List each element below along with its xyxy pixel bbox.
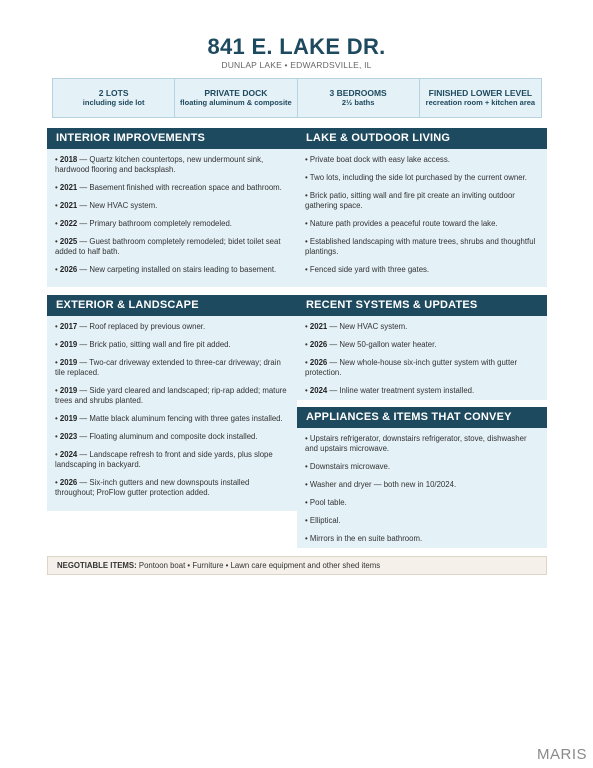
section-exterior [47, 295, 297, 511]
page-subtitle: DUNLAP LAKE • EDWARDSVILLE, IL [221, 60, 372, 70]
item-year: 2025 [59, 237, 78, 246]
list-item: • Two lots, including the side lot purchased by the current owner. [305, 173, 527, 182]
item-text: — Landscape refresh to front and side yards, plus slope landscaping in backyard. [55, 450, 273, 469]
item-text: — Guest bathroom completely remodeled; bidet toilet seat added to half bath. [55, 237, 281, 256]
section-systems [297, 295, 547, 400]
list-item: • 2019 — Brick patio, sitting wall and fire pit added. [55, 340, 231, 349]
list-item: • Pool table. [305, 498, 347, 507]
watermark: MARIS [537, 746, 588, 763]
list-item: • Private boat dock with easy lake access. [305, 155, 450, 164]
item-year: 2021 [309, 322, 328, 331]
stat-sub: floating aluminum & composite [180, 98, 292, 108]
section-heading: APPLIANCES & ITEMS THAT CONVEY [297, 407, 547, 428]
section-heading: INTERIOR IMPROVEMENTS [47, 128, 297, 149]
list-item: • 2017 — Roof replaced by previous owner. [55, 322, 206, 331]
stat-sub: including side lot [82, 98, 145, 108]
section-appliances [297, 407, 547, 548]
stat-main: PRIVATE DOCK [204, 87, 268, 98]
section-heading: RECENT SYSTEMS & UPDATES [297, 295, 547, 316]
list-item: • 2019 — Two-car driveway extended to three-car driveway; drain tile replaced. [55, 358, 281, 377]
item-text: Established landscaping with mature trees, shrubs and thoughtful plantings. [305, 237, 536, 256]
item-year: 2021 [59, 201, 78, 210]
list-item: • 2018 — Quartz kitchen countertops, new undermount sink, hardwood flooring and backsplash. [55, 155, 264, 174]
item-year: 2026 [59, 265, 78, 274]
item-year: 2022 [59, 219, 78, 228]
list-item: • Downstairs microwave. [305, 462, 391, 471]
item-text: — Brick patio, sitting wall and fire pit added. [77, 340, 231, 349]
item-year: 2023 [59, 432, 78, 441]
list-item: • 2024 — Landscape refresh to front and side yards, plus slope landscaping in backyard. [55, 450, 273, 469]
section-heading: EXTERIOR & LANDSCAPE [47, 295, 297, 316]
list-item: • 2021 — New HVAC system. [55, 201, 158, 210]
item-text: Elliptical. [309, 516, 341, 525]
item-text: Two lots, including the side lot purchased by the current owner. [309, 173, 527, 182]
item-text: — Inline water treatment system installed. [327, 386, 475, 395]
item-year: 2024 [309, 386, 328, 395]
list-item: • Upstairs refrigerator, downstairs refrigerator, stove, dishwasher and upstairs microwave. [305, 434, 527, 453]
list-item: • Brick patio, sitting wall and fire pit create an inviting outdoor gathering space. [305, 191, 515, 210]
section-lake-outdoor [297, 128, 547, 287]
negotiable-text: Pontoon boat • Furniture • Lawn care equipment and other shed items [136, 561, 381, 570]
item-text: Upstairs refrigerator, downstairs refrigerator, stove, dishwasher and upstairs microwave. [305, 434, 527, 453]
list-item: • 2026 — New carpeting installed on stairs leading to basement. [55, 265, 277, 274]
item-year: 2026 [309, 340, 328, 349]
highlights-bar [52, 78, 542, 118]
item-year: 2019 [59, 358, 78, 367]
stat-lower-level [420, 79, 541, 117]
item-text: Mirrors in the en suite bathroom. [309, 534, 423, 543]
list-item: • Nature path provides a peaceful route toward the lake. [305, 219, 498, 228]
list-item: • 2023 — Floating aluminum and composite dock installed. [55, 432, 258, 441]
item-text: — Matte black aluminum fencing with three gates installed. [77, 414, 283, 423]
item-text: Pool table. [309, 498, 347, 507]
stat-main: 2 LOTS [98, 87, 129, 98]
item-year: 2019 [59, 414, 78, 423]
section-heading: LAKE & OUTDOOR LIVING [297, 128, 547, 149]
item-text: Nature path provides a peaceful route toward the lake. [309, 219, 498, 228]
list-item: • 2021 — Basement finished with recreation space and bathroom. [55, 183, 282, 192]
list-item: • 2019 — Side yard cleared and landscaped; rip-rap added; mature trees and shrubs planted. [55, 386, 287, 405]
item-year: 2019 [59, 386, 78, 395]
item-text: — Basement finished with recreation space and bathroom. [77, 183, 282, 192]
list-item: • Washer and dryer — both new in 10/2024. [305, 480, 457, 489]
stat-bedrooms [298, 79, 420, 117]
item-text: — Side yard cleared and landscaped; rip-rap added; mature trees and shrubs planted. [55, 386, 287, 405]
item-text: — Primary bathroom completely remodeled. [77, 219, 232, 228]
list-item: • 2024 — Inline water treatment system installed. [305, 386, 475, 395]
stat-sub: 2½ baths [341, 98, 375, 108]
list-item: • 2019 — Matte black aluminum fencing with three gates installed. [55, 414, 283, 423]
item-text: — Roof replaced by previous owner. [77, 322, 206, 331]
item-year: 2021 [59, 183, 78, 192]
negotiable-label: NEGOTIABLE ITEMS: [57, 561, 137, 570]
item-year: 2026 [59, 478, 78, 487]
list-item: • 2026 — New 50-gallon water heater. [305, 340, 437, 349]
item-text: — New HVAC system. [77, 201, 158, 210]
item-year: 2026 [309, 358, 328, 367]
stat-sub: recreation room + kitchen area [425, 98, 536, 108]
item-text: Downstairs microwave. [309, 462, 391, 471]
list-item: • Mirrors in the en suite bathroom. [305, 534, 423, 543]
list-item: • Elliptical. [305, 516, 341, 525]
item-text: — Quartz kitchen countertops, new undermount sink, hardwood flooring and backsplash. [55, 155, 264, 174]
item-year: 2024 [59, 450, 78, 459]
item-text: — New whole-house six-inch gutter system with gutter protection. [305, 358, 518, 377]
item-text: — Two-car driveway extended to three-car driveway; drain tile replaced. [55, 358, 281, 377]
item-text: — Floating aluminum and composite dock installed. [77, 432, 258, 441]
item-text: — New HVAC system. [327, 322, 408, 331]
item-text: Private boat dock with easy lake access. [309, 155, 450, 164]
list-item: • 2026 — Six-inch gutters and new downspouts installed throughout; ProFlow gutter protection added. [55, 478, 250, 497]
list-item: • Established landscaping with mature trees, shrubs and thoughtful plantings. [305, 237, 536, 256]
section-interior [47, 128, 297, 287]
stat-dock [175, 79, 297, 117]
stat-lots [53, 79, 175, 117]
list-item: • 2021 — New HVAC system. [305, 322, 408, 331]
item-year: 2017 [59, 322, 78, 331]
list-item: • Fenced side yard with three gates. [305, 265, 430, 274]
item-text: Brick patio, sitting wall and fire pit create an inviting outdoor gathering space. [305, 191, 515, 210]
list-item: • 2022 — Primary bathroom completely remodeled. [55, 219, 232, 228]
item-text: — Six-inch gutters and new downspouts installed throughout; ProFlow gutter protection added. [55, 478, 250, 497]
stat-main: 3 BEDROOMS [329, 87, 387, 98]
stat-main: FINISHED LOWER LEVEL [428, 87, 533, 98]
list-item: • 2026 — New whole-house six-inch gutter system with gutter protection. [305, 358, 518, 377]
item-year: 2018 [59, 155, 78, 164]
item-text: Fenced side yard with three gates. [309, 265, 430, 274]
item-text: — New 50-gallon water heater. [327, 340, 437, 349]
page-title: 841 E. LAKE DR. [207, 34, 386, 59]
negotiable-items-note [47, 556, 547, 575]
list-item: • 2025 — Guest bathroom completely remodeled; bidet toilet seat added to half bath. [55, 237, 281, 256]
item-text: Washer and dryer — both new in 10/2024. [309, 480, 457, 489]
item-year: 2019 [59, 340, 78, 349]
item-text: — New carpeting installed on stairs leading to basement. [77, 265, 277, 274]
